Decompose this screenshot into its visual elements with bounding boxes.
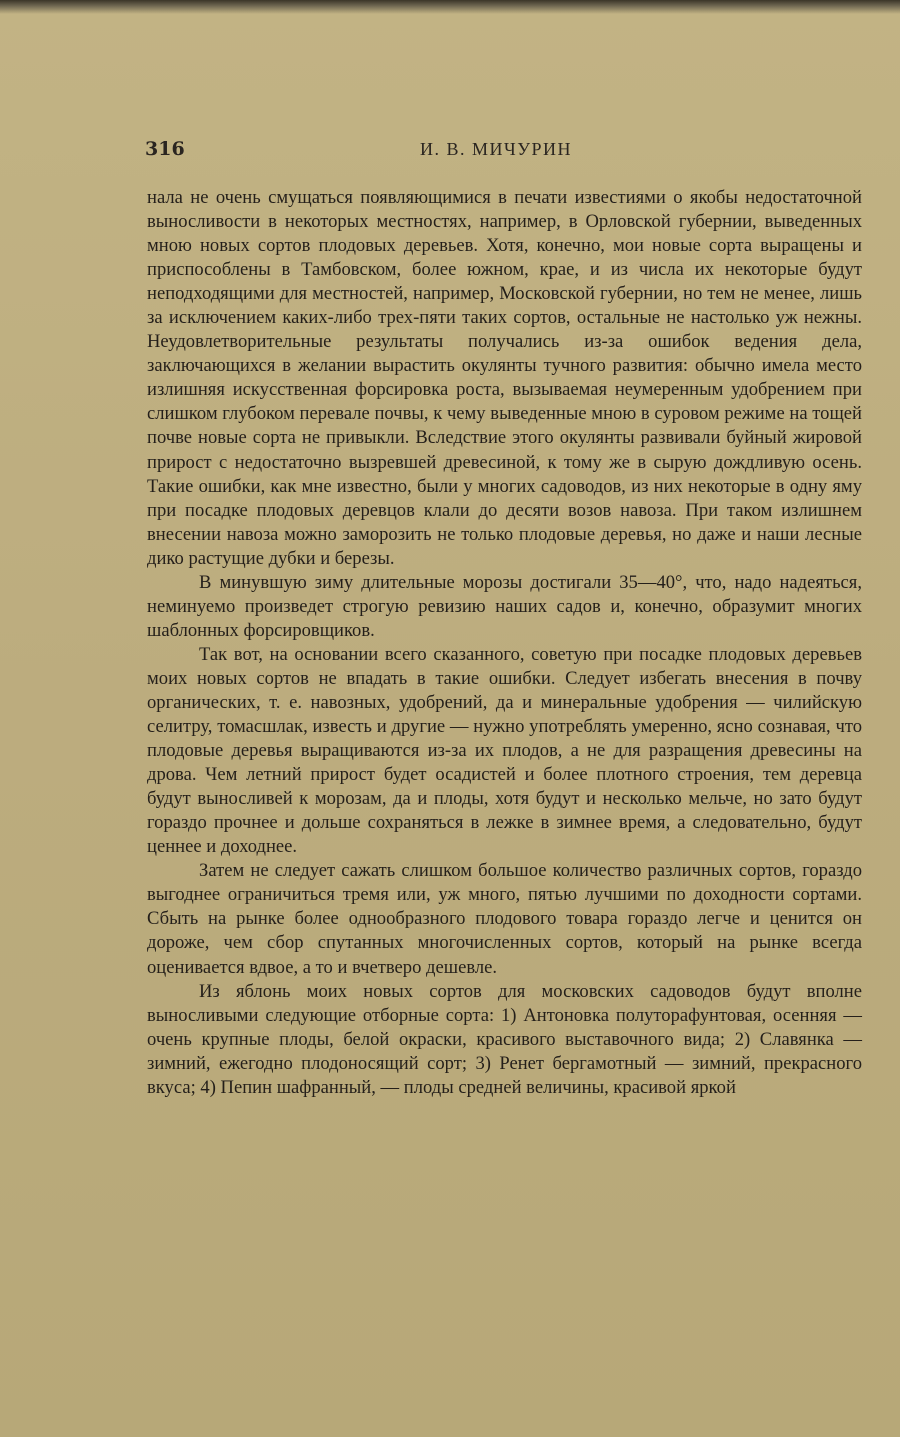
page-top-edge: [0, 0, 900, 14]
paragraph-continued: нала не очень смущаться появляющимися в печати известиями о якобы недостаточной выносливости в некоторых местностях, например, в Орловской губернии, выведенных мною новых сортов плодовых деревьев. Хотя, конечно, мои новые сорта выращены и приспособлены в Тамбовском, более южном, крае, и из числа их некоторые будут неподходящими для местностей, например, Московской губернии, но тем не менее, лишь за исключением каких-либо трех-пяти таких сортов, остальные не настолько уж нежны. Неудовлетворительные результаты получались из-за ошибок ведения дела, заключающихся в желании вырастить окулянты тучного развития: обычно имела место излишняя искусственная форсировка роста, вызываемая неумеренным удобрением при слишком глубоком перевале почвы, к чему выведенные мною в суровом режиме на тощей почве новые сорта не привыкли. Вследствие этого окулянты развивали буйный жировой прирост с недостаточно вызревшей древесиной, к тому же в сырую дождливую осень. Такие ошибки, как мне известно, были у многих садоводов, из них некоторые в одну яму при посадке плодовых деревцов клали до десяти возов навоза. При таком излишнем внесении навоза можно заморозить не только плодовые деревья, но даже и наши лесные дико растущие дубки и березы.: [147, 187, 862, 569]
page-header: [145, 138, 860, 168]
paragraph: Из яблонь моих новых сортов для московских садоводов будут вполне выносливыми следующие отборные сорта: 1) Антоновка полуторафунтовая, осенняя — очень крупные плоды, белой окраски, красивого выставочного вида; 2) Славянка — зимний, ежегодно плодоносящий сорт; 3) Ренет бергамотный — зимний, прекрасного вкуса; 4) Пепин шафранный, — плоды средней величины, красивой яркой: [147, 980, 862, 1098]
page-number: 316: [145, 138, 185, 160]
paragraph: Так вот, на основании всего сказанного, советую при посадке плодовых деревьев моих новых сортов не впадать в такие ошибки. Следует избегать внесения в почву органических, т. е. навозных, удобрений, да и минеральные удобрения — чилийскую селитру, томасшлак, известь и другие — нужно употреблять умеренно, ясно сознавая, что плодовые деревья выращиваются из-за их плодов, а не для разращения древесины на дрова. Чем летний прирост будет осадистей и более плотного строения, тем деревца будут выносливей к морозам, да и плоды, хотя будут и несколько мельче, но зато будут гораздо прочнее и дольше сохраняться в лежке в зимнее время, а следовательно, будут ценнее и доходнее.: [147, 643, 862, 858]
body-text: [147, 186, 862, 1100]
paragraph: Затем не следует сажать слишком большое количество различных сортов, гораздо выгоднее ограничиться тремя или, уж много, пятью лучшими по доходности сортами. Сбыть на рынке более однообразного плодового товара гораздо легче и ценится он дороже, чем сбор спутанных многочисленных сортов, который на рынке всегда оценивается вдвое, а то и вчетверо дешевле.: [147, 860, 862, 978]
running-title: И. В. МИЧУРИН: [420, 139, 572, 159]
paragraph: В минувшую зиму длительные морозы достигали 35—40°, что, надо надеяться, неминуемо произведет строгую ревизию наших садов и, конечно, образумит многих шаблонных форсировщиков.: [147, 571, 862, 641]
